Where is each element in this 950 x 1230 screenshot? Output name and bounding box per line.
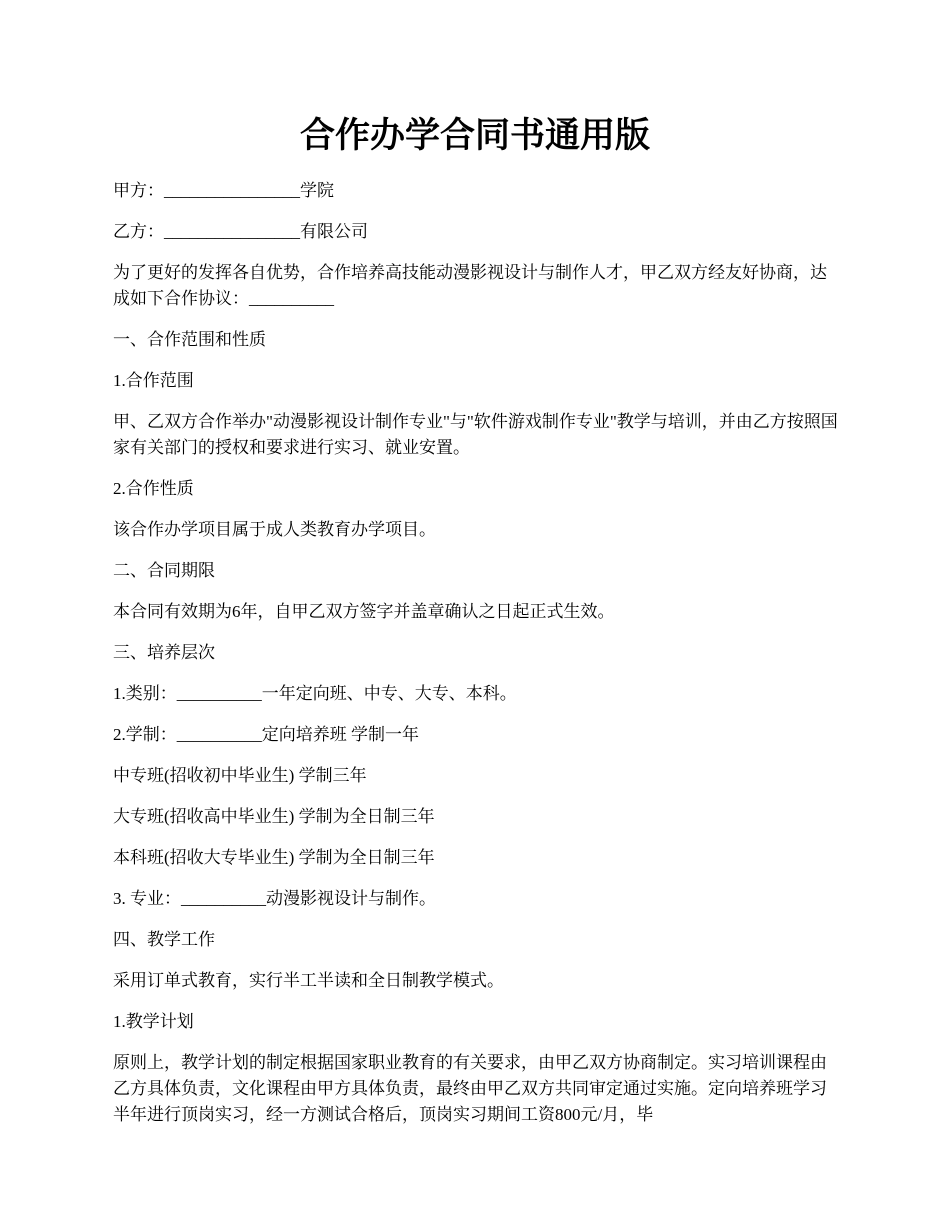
subheading-nature: 2.合作性质 — [113, 479, 194, 498]
term-paragraph: 本合同有效期为6年，自甲乙双方签字并盖章确认之日起正式生效。 — [113, 602, 615, 621]
party-b-line: 乙方：________________有限公司 — [113, 222, 368, 241]
levels-bachelor-line: 本科班(招收大专毕业生) 学制为全日制三年 — [113, 848, 435, 867]
document-title: 合作办学合同书通用版 — [299, 116, 650, 155]
section-heading-term: 二、合同期限 — [113, 561, 215, 580]
subheading-teaching-plan: 1.教学计划 — [113, 1012, 194, 1031]
document-body — [113, 178, 839, 1143]
levels-duration-line: 2.学制：__________定向培养班 学制一年 — [113, 725, 419, 744]
levels-major-line: 3. 专业：__________动漫影视设计与制作。 — [113, 889, 436, 908]
teaching-mode-paragraph: 采用订单式教育，实行半工半读和全日制教学模式。 — [113, 971, 504, 990]
nature-paragraph: 该合作办学项目属于成人类教育办学项目。 — [113, 520, 436, 539]
scope-paragraph: 甲、乙双方合作举办"动漫影视设计制作专业"与"软件游戏制作专业"教学与培训，并由乙方按照国家有关部门的授权和要求进行实习、就业安置。 — [113, 412, 838, 457]
party-a-line: 甲方：________________学院 — [113, 181, 334, 200]
levels-secondary-line: 中专班(招收初中毕业生) 学制三年 — [113, 766, 367, 785]
levels-college-line: 大专班(招收高中毕业生) 学制为全日制三年 — [113, 807, 435, 826]
subheading-scope: 1.合作范围 — [113, 371, 194, 390]
section-heading-levels: 三、培养层次 — [113, 643, 215, 662]
levels-category-line: 1.类别：__________一年定向班、中专、大专、本科。 — [113, 684, 517, 703]
section-heading-teaching: 四、教学工作 — [113, 930, 215, 949]
section-heading-scope: 一、合作范围和性质 — [113, 330, 266, 349]
preamble-paragraph: 为了更好的发挥各自优势，合作培养高技能动漫影视设计与制作人才，甲乙双方经友好协商，达成如下合作协议：__________ — [113, 263, 827, 308]
teaching-plan-paragraph: 原则上，教学计划的制定根据国家职业教育的有关要求，由甲乙双方协商制定。实习培训课程由乙方具体负责，文化课程由甲方具体负责，最终由甲乙双方共同审定通过实施。定向培养班学习半年进行顶岗实习，经一方测试合格后，顶岗实习期间工资800元/月，毕 — [113, 1053, 827, 1124]
